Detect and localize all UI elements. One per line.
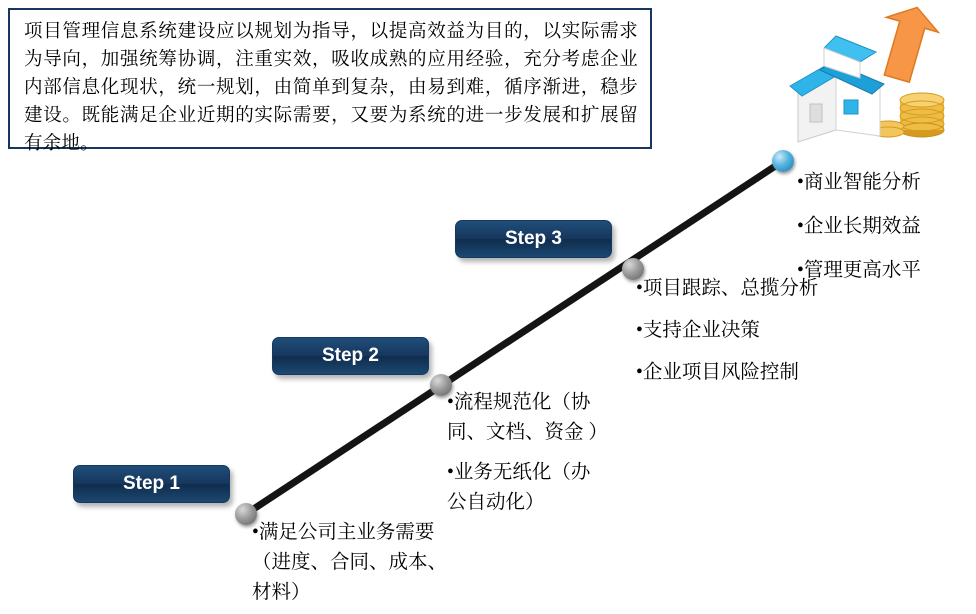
- step-3-label[interactable]: [455, 220, 612, 258]
- stage-2-bullet-2: [447, 458, 608, 518]
- step-3-label-text: Step 3: [504, 228, 563, 249]
- stage-3-bullet-2: •支持企业决策: [636, 320, 760, 341]
- stage-3-bullet-1: •项目跟踪、总揽分析: [636, 278, 819, 299]
- stage-1-bullet-line-1: •满足公司主业务需要: [252, 522, 435, 543]
- stage-2-bullet-1-line-1: •流程规范化（协: [447, 392, 591, 413]
- intro-text: 项目管理信息系统建设应以规划为指导，以提高效益为目的，以实际需求为导向，加强统筹协调，注重实效，吸收成熟的应用经验，充分考虑企业内部信息化现状，统一规划，由简单到复杂，由易到难，循序渐进，稳步建设。既能满足企业近期的实际需要，又要为系统的进一步发展和扩展留有余地。: [24, 22, 638, 154]
- stage-1-bullet-line-3: 材料）: [252, 582, 311, 603]
- stage-3-bullet-3: •企业项目风险控制: [636, 362, 799, 383]
- house-and-coins-illustration: [780, 4, 976, 154]
- step-1-label-text: Step 1: [122, 473, 181, 494]
- stage-4-bullet-2: •企业长期效益: [797, 216, 921, 237]
- stage-4-bullet-3: •管理更高水平: [797, 260, 921, 281]
- stage-1-bullets: [252, 518, 447, 608]
- stage-4-bullets: [797, 168, 921, 300]
- stage-4-bullet-1: •商业智能分析: [797, 172, 921, 193]
- coin-stack-icon: [872, 93, 944, 137]
- stage-2-bullet-2-line-2: 公自动化）: [447, 492, 545, 513]
- step-2-label-text: Step 2: [321, 345, 380, 366]
- step-2-label[interactable]: [272, 337, 429, 375]
- stage-2-bullet-1: [447, 388, 608, 448]
- stage-3-bullets: [636, 274, 818, 400]
- house-icon: [790, 36, 884, 142]
- orange-arrow-icon: [871, 4, 943, 86]
- stage-2-bullet-1-line-2: 同、文档、资金 ）: [447, 422, 608, 443]
- stage-2-bullets: [447, 388, 608, 528]
- stage-1-bullet-line-2: （进度、合同、成本、: [252, 552, 448, 573]
- stage-2-bullet-2-line-1: •业务无纸化（办: [447, 462, 591, 483]
- step-1-label[interactable]: [73, 465, 230, 503]
